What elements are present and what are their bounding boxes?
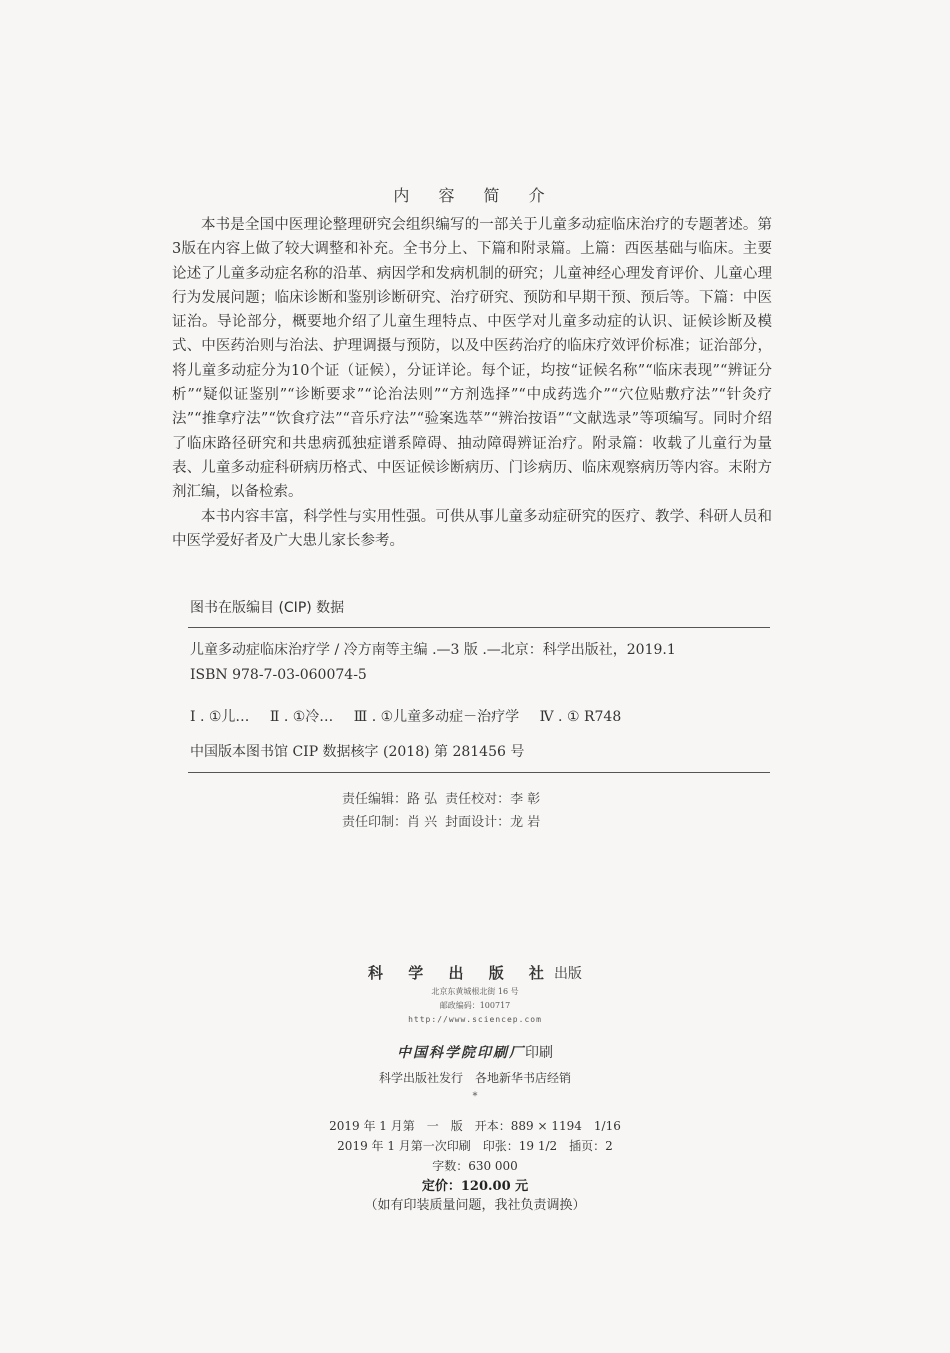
proofreader-name: 李 彰 (510, 792, 541, 807)
quality-notice: （如有印装质量问题，我社负责调换） (364, 1198, 586, 1213)
publisher-name: 科 学 出 版 社 (368, 964, 554, 982)
distribution-line: 科学出版社发行 各地新华书店经销 (378, 1071, 571, 1085)
cip-isbn: ISBN 978-7-03-060074-5 (190, 667, 367, 683)
publisher-address: 北京东黄城根北街 16 号 (431, 987, 519, 996)
editor-name: 路 弘 (407, 792, 438, 807)
staff-row-2 (342, 811, 540, 830)
cover-designer-name: 龙 岩 (510, 815, 541, 830)
cip-class-item: Ⅳ . ① R748 (539, 709, 622, 725)
edition-line-2: 2019 年 1 月第一次印刷 印张：19 1/2 插页：2 (337, 1139, 613, 1153)
page-title: 内 容 简 介 (393, 186, 557, 205)
proofreader-label: 责任校对： (445, 792, 511, 807)
divider-bottom (188, 772, 770, 773)
price: 定价：120.00 元 (421, 1179, 529, 1194)
cip-classification (190, 706, 637, 726)
cip-heading: 图书在版编目 (CIP) 数据 (190, 600, 345, 616)
publisher (0, 962, 950, 983)
word-count: 字数：630 000 (432, 1159, 518, 1173)
intro-paragraph-2: 本书内容丰富，科学性与实用性强。可供从事儿童多动症研究的医疗、教学、科研人员和中医学爱好者及广大患儿家长参考。 (172, 508, 772, 549)
publisher-suffix: 出版 (553, 966, 582, 982)
printer (0, 1042, 950, 1062)
printer-suffix: 印刷 (525, 1045, 553, 1061)
printer-name: 中国科学院印刷厂 (397, 1045, 525, 1061)
intro-paragraph-1: 本书是全国中医理论整理研究会组织编写的一部关于儿童多动症临床治疗的专题著述。第3版在内容上做了较大调整和补充。全书分上、下篇和附录篇。上篇：西医基础与临床。主要论述了儿童多动症名称的沿革、病因学和发病机制的研究；儿童神经心理发育评价、儿童心理行为发展问题；临床诊断和鉴别诊断研究、治疗研究、预防和早期干预、预后等。下篇：中医证治。导论部分，概要地介绍了儿童生理特点、中医学对儿童多动症的认识、证候诊断及模式、中医药治则与治法、护理调摄与预防，以及中医药治疗的临床疗效评价标准；证治部分，将儿童多动症分为10个证（证候），分证详论。每个证，均按“证候名称”“临床表现”“辨证分析”“疑似证鉴别”“诊断要求”“论治法则”“方剂选择”“中成药选介”“穴位贴敷疗法”“针灸疗法”“推拿疗法”“饮食疗法”“音乐疗法”“验案选萃”“辨治按语”“文献选录”等项编写。同时介绍了临床路径研究和共患病孤独症谱系障碍、抽动障碍辨证治疗。附录篇：收载了儿童行为量表、儿童多动症科研病历格式、中医证候诊断病历、门诊病历、临床观察病历等内容。末附方剂汇编，以备检索。 (172, 217, 772, 501)
intro-text (172, 213, 772, 553)
cip-class-item: Ⅰ . ①儿… (190, 709, 250, 725)
cip-class-item: Ⅲ . ①儿童多动症－治疗学 (353, 709, 520, 725)
cip-record-number: 中国版本图书馆 CIP 数据核字 (2018) 第 281456 号 (190, 744, 525, 760)
cip-class-item: Ⅱ . ①冷… (269, 709, 334, 725)
edition-line-1: 2019 年 1 月第 一 版 开本：889 × 1194 1/16 (329, 1119, 621, 1133)
cip-title-line: 儿童多动症临床治疗学 / 冷方南等主编 .—3 版 .—北京：科学出版社，2019.1 (190, 642, 676, 658)
publisher-url: http://www.sciencep.com (408, 1015, 542, 1024)
editor-label: 责任编辑： (342, 792, 408, 807)
staff-row-1 (342, 788, 540, 807)
print-manager-label: 责任印制： (342, 815, 408, 830)
print-manager-name: 肖 兴 (407, 815, 438, 830)
divider-top (188, 627, 770, 628)
publisher-postcode: 邮政编码：100717 (439, 1001, 511, 1010)
cover-designer-label: 封面设计： (445, 815, 511, 830)
separator-star: * (472, 1091, 478, 1102)
